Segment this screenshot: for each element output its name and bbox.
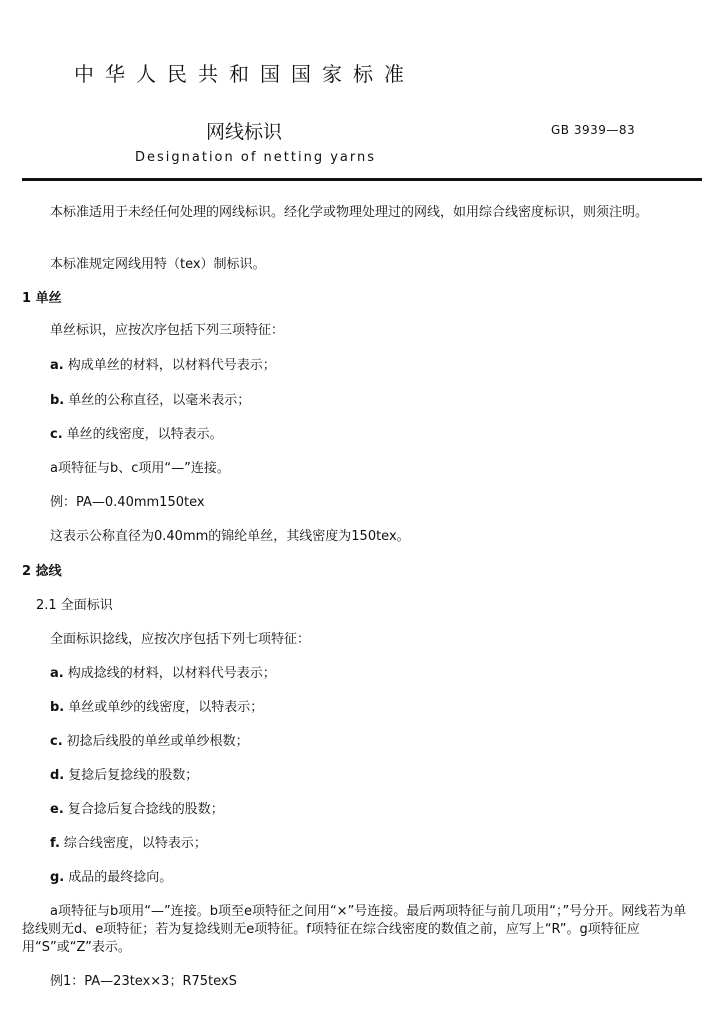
- header-divider: [22, 178, 702, 181]
- item-label: a.: [50, 358, 64, 373]
- item-text: 构成单丝的材料，以材料代号表示；: [67, 358, 276, 373]
- section-1-connect: a项特征与b、c项用“—”连接。: [50, 461, 230, 476]
- item-label: a.: [50, 666, 64, 681]
- item-label: d.: [50, 768, 65, 783]
- section-1-item-a: [50, 357, 276, 375]
- section-2-item-e: [50, 801, 224, 819]
- item-text: 单丝的公称直径，以毫米表示；: [68, 393, 251, 408]
- item-label: b.: [50, 393, 65, 408]
- section-2-example: 例1：PA—23tex×3；R75texS: [50, 974, 237, 989]
- section-2-lead: 全面标识捻线，应按次序包括下列七项特征：: [50, 632, 311, 647]
- section-2-item-f: [50, 835, 207, 853]
- section-2-item-g: [50, 869, 172, 887]
- item-text: 成品的最终捻向。: [68, 870, 173, 885]
- standard-title: 中华人民共和国国家标准: [74, 62, 415, 86]
- item-label: e.: [50, 802, 64, 817]
- item-label: b.: [50, 700, 65, 715]
- item-text: 单丝或单纱的线密度，以特表示；: [68, 700, 264, 715]
- item-text: 复合捻后复合捻线的股数；: [67, 802, 224, 817]
- section-1-heading: 1 单丝: [22, 291, 62, 306]
- intro-paragraph-2: 本标准规定网线用特（tex）制标识。: [50, 257, 266, 272]
- intro-paragraph-1: 本标准适用于未经任何处理的网线标识。经化学或物理处理过的网线，如用综合线密度标识，则须注明。: [50, 205, 649, 220]
- section-2-connect: a项特征与b项用“—”连接。b项至e项特征之间用“×”号连接。最后两项特征与前几项用“；”号分开。网线若为单捻线则无d、e项特征；若为复捻线则无e项特征。f项特征在综合线密度的数值之前，应写上“R”。g项特征应用“S”或“Z”表示。: [22, 904, 687, 955]
- item-label: c.: [50, 427, 63, 442]
- section-1-explain: 这表示公称直径为0.40mm的锦纶单丝，其线密度为150tex。: [50, 529, 410, 544]
- section-1-item-b: [50, 392, 250, 410]
- section-2-item-a: [50, 665, 276, 683]
- item-text: 综合线密度，以特表示；: [63, 836, 207, 851]
- section-1-lead: 单丝标识，应按次序包括下列三项特征：: [50, 323, 285, 338]
- section-1-item-c: [50, 426, 223, 444]
- section-2-item-b: [50, 699, 263, 717]
- item-text: 初捻后线股的单丝或单纱根数；: [66, 734, 249, 749]
- item-text: 构成捻线的材料，以材料代号表示；: [67, 666, 276, 681]
- section-2-item-c: [50, 733, 249, 751]
- section-2-1-heading: 2.1 全面标识: [36, 598, 113, 613]
- section-1-example: 例：PA—0.40mm150tex: [50, 495, 205, 510]
- item-text: 复捻后复捻线的股数；: [68, 768, 199, 783]
- item-label: c.: [50, 734, 63, 749]
- item-text: 单丝的线密度，以特表示。: [66, 427, 223, 442]
- item-label: g.: [50, 870, 65, 885]
- section-2-heading: 2 捻线: [22, 564, 62, 579]
- document-title: 网线标识: [206, 121, 283, 143]
- document-code: GB 3939—83: [551, 123, 636, 137]
- section-2-item-d: [50, 767, 198, 785]
- document-title-english: Designation of netting yarns: [135, 150, 377, 165]
- item-label: f.: [50, 836, 60, 851]
